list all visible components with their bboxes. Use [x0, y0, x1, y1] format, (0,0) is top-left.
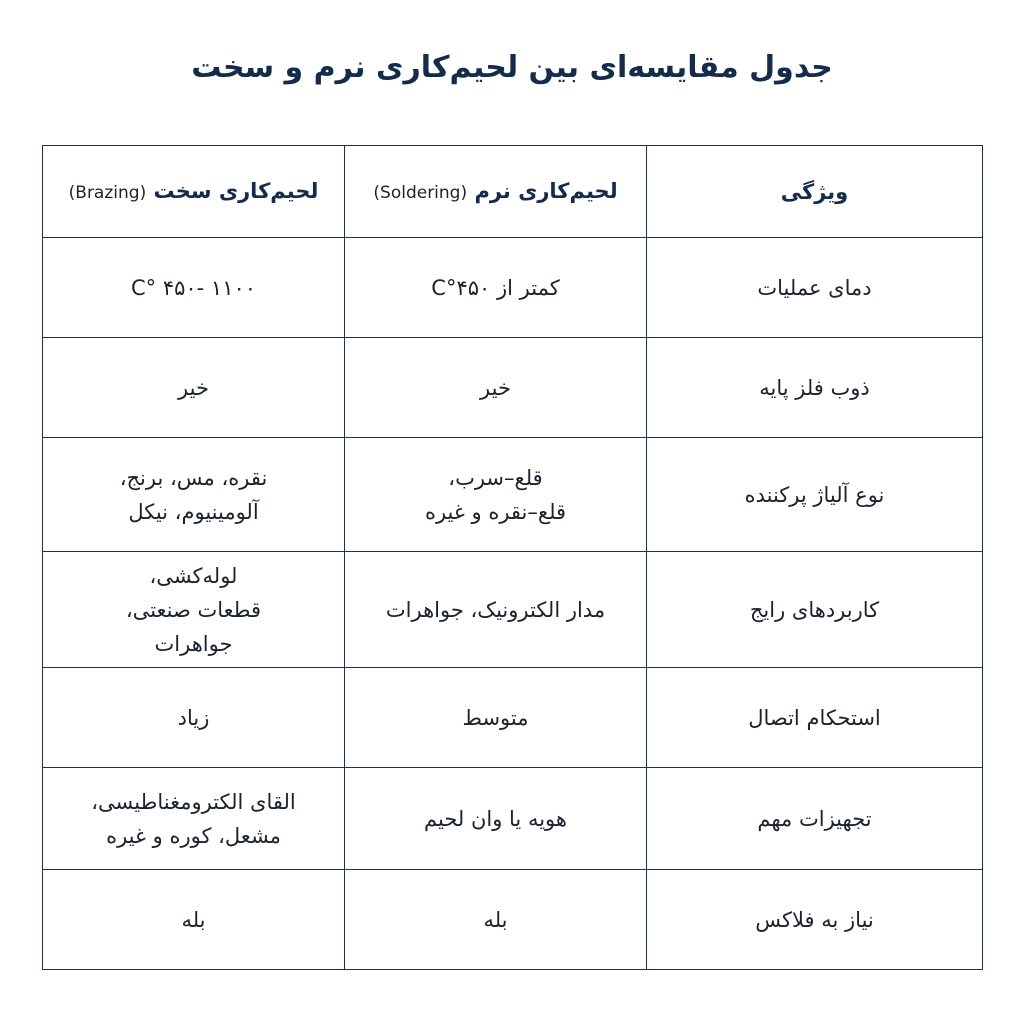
- cell-hard-line: آلومینیوم، نیکل: [128, 499, 259, 524]
- cell-soft-line: هویه یا وان لحیم: [424, 806, 567, 831]
- cell-feature: [647, 552, 983, 668]
- table-row: [43, 238, 983, 338]
- cell-feature-text: تجهیزات مهم: [757, 806, 872, 831]
- cell-soft: [345, 238, 647, 338]
- header-soft-english: (Soldering): [373, 182, 468, 203]
- cell-soft: [345, 768, 647, 870]
- cell-soft-line: قلع–نقره و غیره: [424, 499, 567, 524]
- cell-hard-line: بله: [181, 907, 206, 932]
- cell-hard-line: القای الکترومغناطیسی،: [91, 789, 296, 814]
- cell-soft-line: بله: [483, 907, 508, 932]
- cell-soft: [345, 552, 647, 668]
- cell-feature-text: ذوب فلز پایه: [759, 375, 870, 400]
- cell-soft: [345, 668, 647, 768]
- cell-hard-line: جواهرات: [154, 631, 233, 656]
- cell-hard-line: لوله‌کشی،: [149, 563, 238, 588]
- cell-hard: [43, 552, 345, 668]
- cell-soft: [345, 338, 647, 438]
- cell-hard-line: نقره، مس، برنج،: [119, 465, 268, 490]
- cell-soft-line: قلع–سرب،: [448, 465, 543, 490]
- table-row: [43, 438, 983, 552]
- cell-soft: [345, 870, 647, 970]
- cell-soft-line: کمتر از ۴۵۰°C: [431, 275, 560, 300]
- cell-hard-line: مشعل، کوره و غیره: [106, 823, 281, 848]
- table-row: [43, 870, 983, 970]
- cell-feature: [647, 338, 983, 438]
- cell-soft-line: خیر: [480, 375, 511, 400]
- header-hard-brazing: [43, 146, 345, 238]
- cell-feature: [647, 438, 983, 552]
- cell-soft-line: متوسط: [462, 705, 529, 730]
- cell-hard: [43, 870, 345, 970]
- header-feature: [647, 146, 983, 238]
- cell-hard: [43, 238, 345, 338]
- header-soft-label: لحیم‌کاری نرم: [474, 178, 618, 203]
- table-row: [43, 338, 983, 438]
- cell-feature: [647, 238, 983, 338]
- header-hard-label: لحیم‌کاری سخت: [153, 178, 319, 203]
- header-soft-soldering: [345, 146, 647, 238]
- cell-feature-text: کاربردهای رایج: [749, 597, 880, 622]
- table-row: [43, 768, 983, 870]
- cell-hard: [43, 768, 345, 870]
- cell-feature-text: دمای عملیات: [757, 275, 872, 300]
- page-title: جدول مقایسه‌ای بین لحیم‌کاری نرم و سخت: [191, 50, 833, 85]
- cell-soft: [345, 438, 647, 552]
- cell-feature: [647, 768, 983, 870]
- cell-hard-line: ۱۱۰۰ -۴۵۰ °C: [130, 275, 257, 300]
- cell-feature: [647, 870, 983, 970]
- table-row: [43, 552, 983, 668]
- cell-hard: [43, 668, 345, 768]
- table-body: [43, 238, 983, 970]
- header-row: [43, 146, 983, 238]
- cell-hard-line: خیر: [178, 375, 209, 400]
- cell-feature-text: استحکام اتصال: [748, 705, 881, 730]
- cell-feature-text: نوع آلیاژ پرکننده: [744, 482, 885, 507]
- comparison-table: [42, 145, 983, 970]
- cell-hard: [43, 338, 345, 438]
- cell-hard-line: زیاد: [177, 705, 210, 730]
- cell-hard: [43, 438, 345, 552]
- cell-feature-text: نیاز به فلاکس: [755, 907, 874, 932]
- cell-feature: [647, 668, 983, 768]
- table-row: [43, 668, 983, 768]
- cell-soft-line: مدار الکترونیک، جواهرات: [385, 597, 606, 622]
- header-feature-label: ویژگی: [780, 179, 849, 204]
- header-hard-english: (Brazing): [68, 182, 147, 203]
- cell-hard-line: قطعات صنعتی،: [125, 597, 262, 622]
